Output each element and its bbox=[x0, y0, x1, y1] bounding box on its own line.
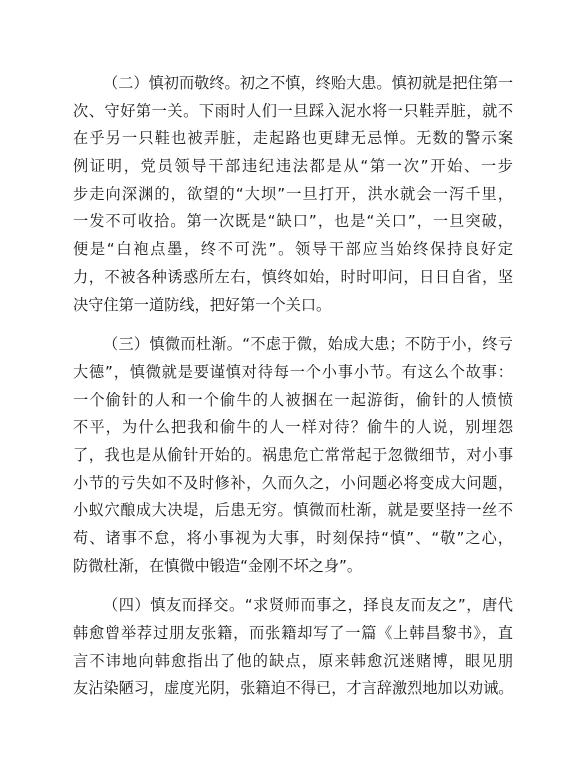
text-line: 不平，为什么把我和偷牛的人一样对待？偷牛的人说，别埋怨 bbox=[73, 418, 513, 437]
text-line: 在乎另一只鞋也被弄脏，走起路也更肆无忌惮。无数的警示案 bbox=[73, 129, 513, 148]
text-line: （二）慎初而敬终。初之不慎，终贻大患。慎初就是把住第一 bbox=[103, 74, 514, 92]
text-line: （三）慎微而杜渐。“不虑于微，始成大患；不防于小，终亏 bbox=[103, 335, 513, 354]
text-line: 一发不可收拾。第一次既是“缺口”，也是“关口”，一旦突破， bbox=[73, 212, 513, 231]
text-line: 大德”，慎微就是要谨慎对待每一个小事小节。有这么个故事： bbox=[73, 362, 513, 381]
text-line: （四）慎友而择交。“求贤师而事之，择良友而友之”，唐代 bbox=[103, 596, 513, 615]
text-line: 小蚁穴酿成大决堤，后患无穷。慎微而杜渐，就是要坚持一丝不 bbox=[73, 501, 513, 520]
text-line: 苟、诸事不怠，将小事视为大事，时刻保持“慎”、“敬”之心， bbox=[73, 529, 513, 547]
paragraph-caution-friends bbox=[73, 592, 513, 703]
document-page bbox=[73, 70, 513, 715]
paragraph-caution-beginning bbox=[73, 70, 513, 319]
text-line: 了，我也是从偷针开始的。祸患危亡常常起于忽微细节，对小事 bbox=[73, 445, 513, 464]
text-line: 例证明，党员领导干部违纪违法都是从“第一次”开始、一步 bbox=[73, 157, 513, 176]
text-line: 韩愈曾举荐过朋友张籍，而张籍却写了一篇《上韩昌黎书》，直 bbox=[73, 624, 513, 643]
text-line: 防微杜渐，在慎微中锻造“金刚不坏之身”。 bbox=[73, 556, 363, 575]
text-line: 步走向深渊的，欲望的“大坝”一旦打开，洪水就会一泻千里， bbox=[73, 184, 513, 203]
text-line: 友沾染陋习，虚度光阴，张籍迫不得已，才言辞激烈地加以劝诫。 bbox=[73, 679, 514, 698]
text-line: 小节的亏失如不及时修补，久而久之，小问题必将变成大问题， bbox=[73, 473, 513, 492]
text-line: 决守住第一道防线，把好第一个关口。 bbox=[73, 295, 332, 314]
paragraph-caution-small-things bbox=[73, 331, 513, 580]
text-line: 便是“白袍点墨，终不可洗”。领导干部应当始终保持良好定 bbox=[73, 240, 513, 259]
text-line: 次、守好第一关。下雨时人们一旦踩入泥水将一只鞋弄脏，就不 bbox=[73, 101, 513, 120]
text-line: 言不讳地向韩愈指出了他的缺点，原来韩愈沉迷赌博，眼见朋 bbox=[73, 651, 513, 670]
text-line: 力，不被各种诱惑所左右，慎终如始，时时叩问，日日自省，坚 bbox=[73, 267, 513, 286]
text-line: 一个偷针的人和一个偷牛的人被捆在一起游街，偷针的人愤愤 bbox=[73, 390, 513, 409]
